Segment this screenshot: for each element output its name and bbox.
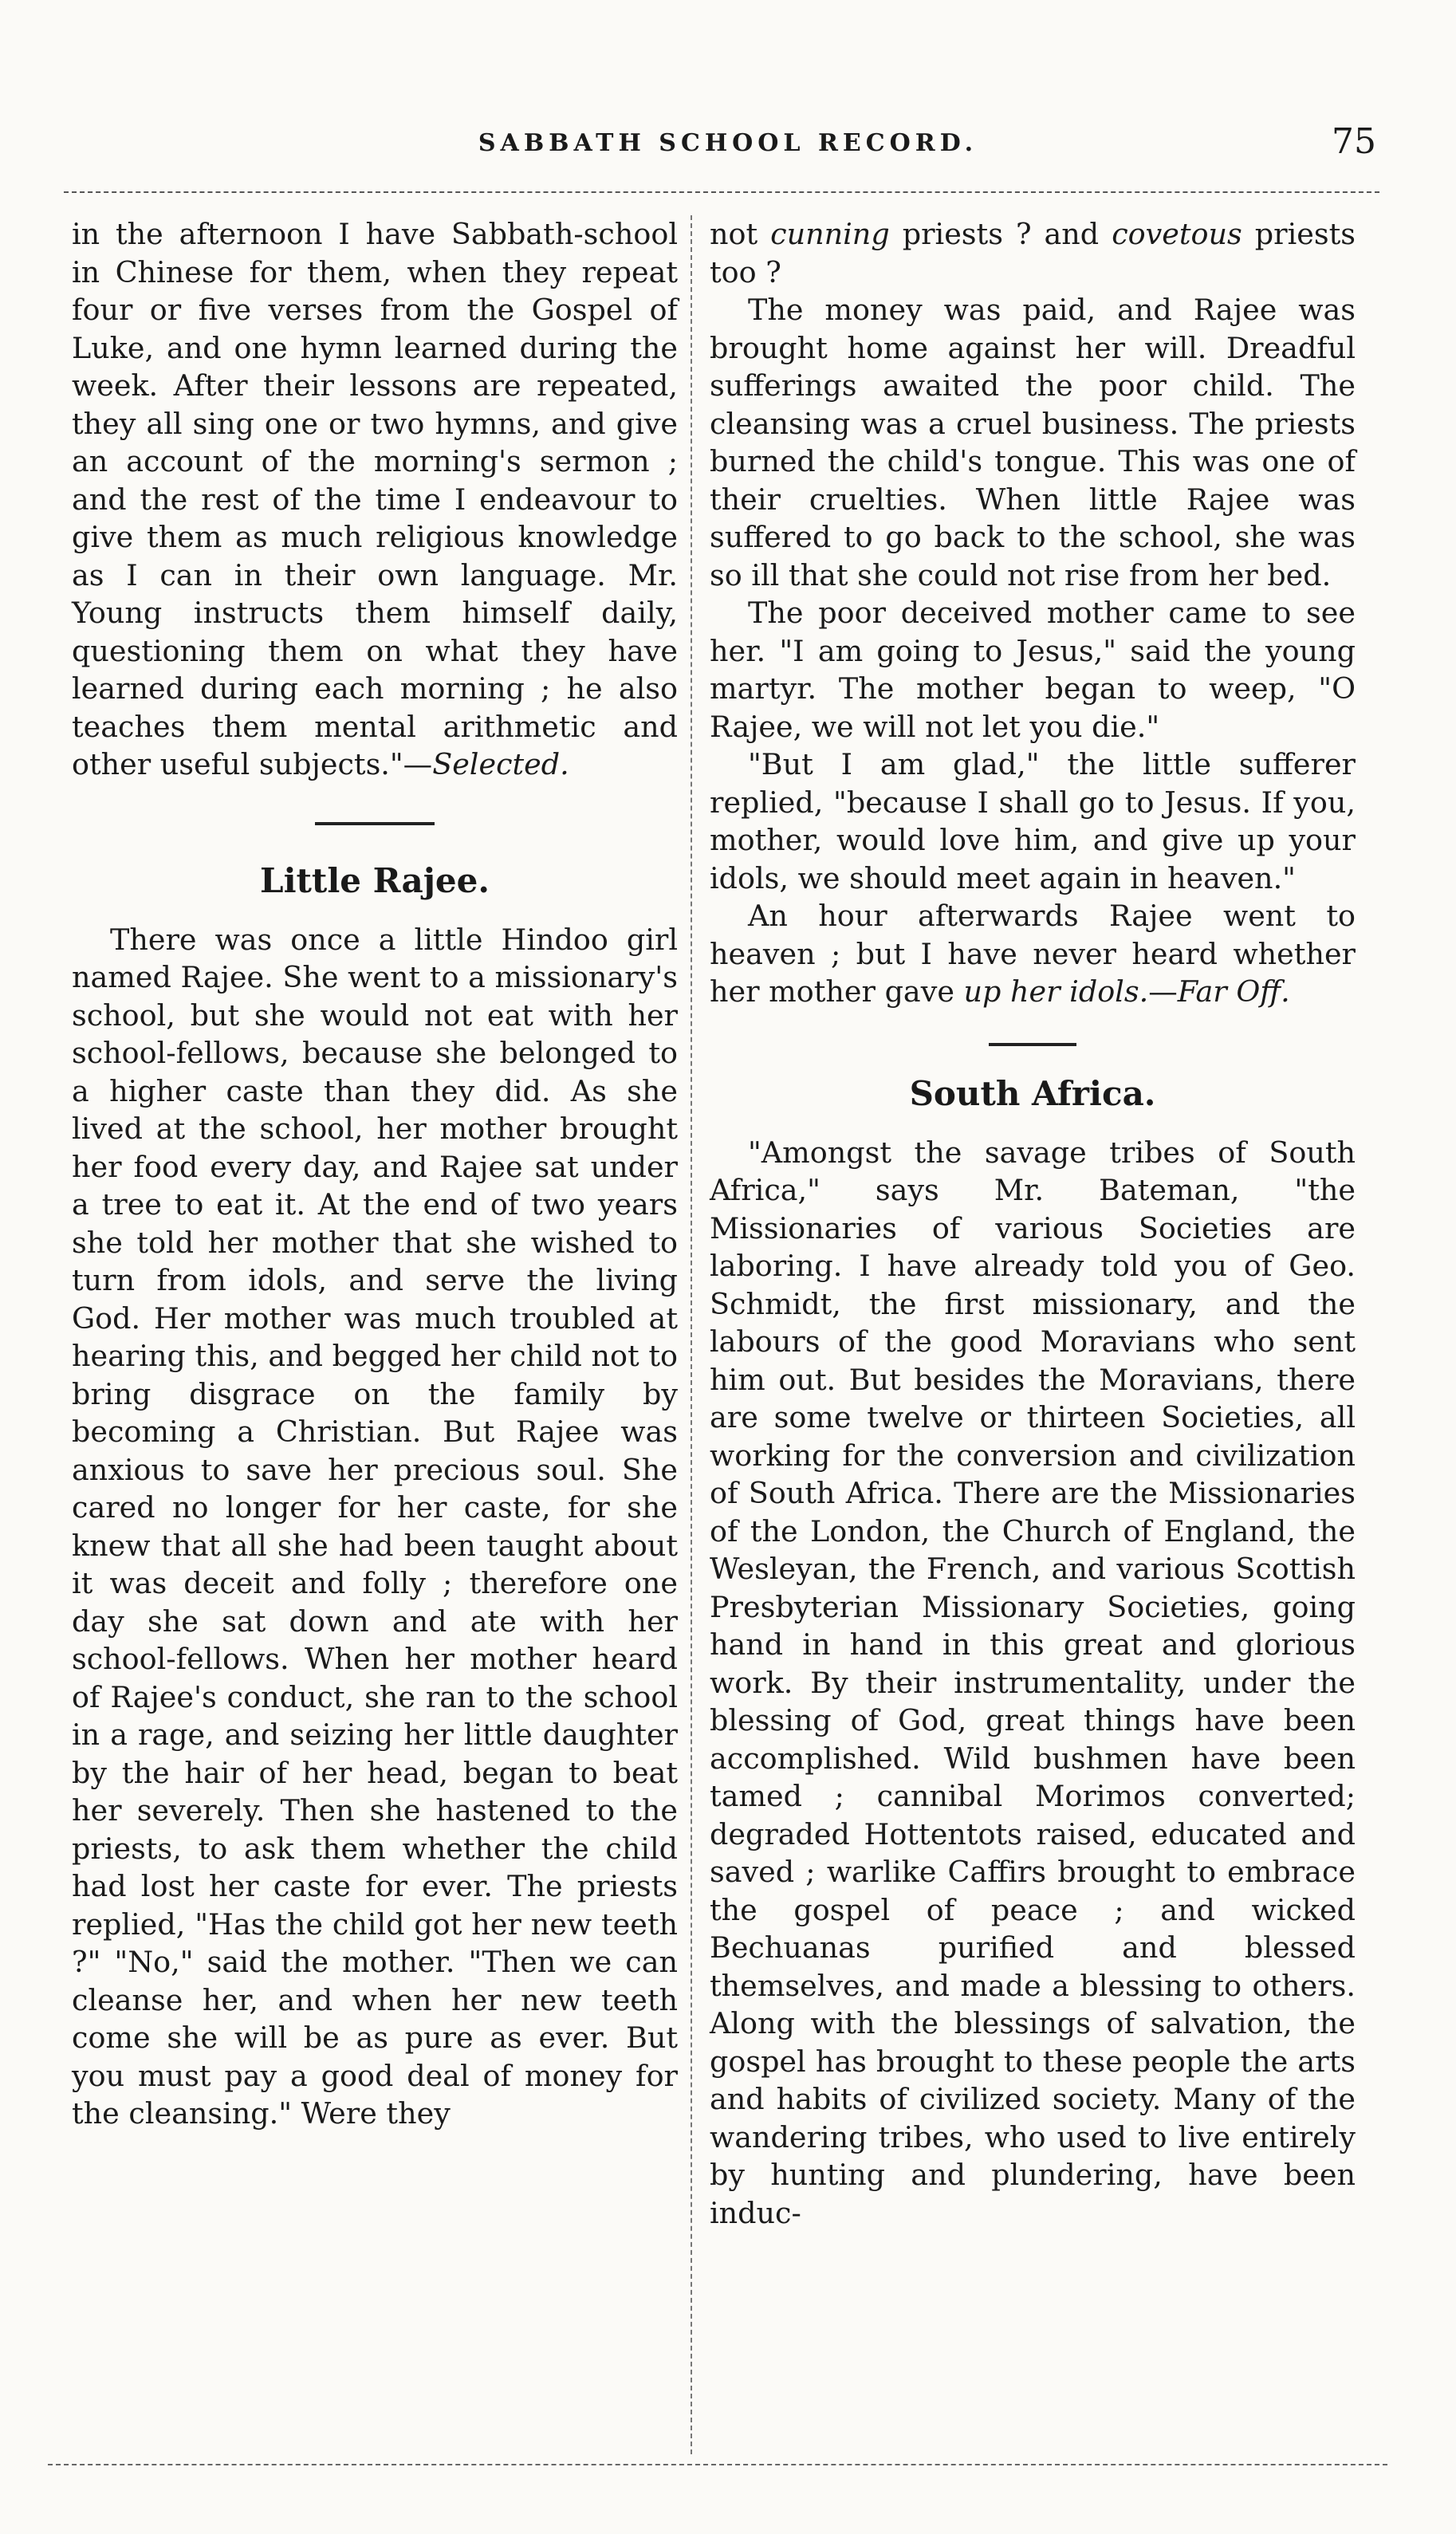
running-title: SABBATH SCHOOL RECORD.	[478, 129, 978, 157]
text-run: —	[1148, 974, 1178, 1009]
italic-run: cunning	[770, 217, 890, 251]
header-rule	[64, 191, 1379, 193]
continuation-source: Selected.	[432, 747, 569, 781]
text-run: An hour afterwards Rajee went to heaven ; but I have never heard whether her mother gave	[710, 899, 1356, 1009]
section-separator	[989, 1043, 1076, 1046]
text-run: not	[710, 217, 771, 251]
article-source: Far Off.	[1177, 974, 1290, 1009]
paragraph-continued	[710, 215, 1356, 291]
column-divider	[691, 215, 692, 2454]
paragraph	[710, 897, 1356, 1011]
article-title-little-rajee: Little Rajee.	[260, 860, 490, 900]
italic-run: up her idols.	[963, 974, 1149, 1009]
paragraph: "Amongst the savage tribes of South Africa," says Mr. Bateman, "the Missionaries of various Societies are laboring. I have already told you of Geo. Schmidt, the first missionary, and the labours of the good Moravians who sent him out. But besides the Moravians, there are some twelve or thirteen Societies, all working for the conversion and civilization of South Africa. There are the Missionaries of the London, the Church of England, the Wesleyan, the French, and various Scottish Presbyterian Missionary Societies, going hand in hand in this great and glorious work. By their instrumentality, under the blessing of God, great things have been accomplished. Wild bushmen have been tamed ; cannibal Morimos converted; degraded Hottentots raised, educated and saved ; warlike Caffirs brought to embrace the gospel of peace ; and wicked Bechuanas purified and blessed themselves, and made a blessing to others. Along with the blessings of salvation, the gospel has brought to these people the arts and habits of civilized society. Many of the wandering tribes, who used to live entirely by hunting and plundering, have been induc-	[710, 1135, 1356, 2230]
article-paragraph: There was once a little Hindoo girl named Rajee. She went to a missionary's school, but she would not eat with her school-fellows, because she belonged to a higher caste than they did. As she lived at the school, her mother brought her food every day, and Rajee sat under a tree to eat it. At the end of two years she told her mother that she wished to turn from idols, and serve the living God. Her mother was much troubled at hearing this, and begged her child not to bring disgrace on the family by becoming a Christian. But Rajee was anxious to save her precious soul. She cared no longer for her caste, for she knew that all she had been taught about it was deceit and folly ; therefore one day she sat down and ate with her school-fellows. When her mother heard of Rajee's conduct, she ran to the school in a rage, and seizing her little daughter by the hair of her head, began to beat her severely. Then she hastened to the priests, to ask them whether the child had lost her caste for ever. The priests replied, "Has the child got her new teeth ?" "No," said the mother. "Then we can cleanse her, and when her new teeth come she will be as pure as ever. But you must pay a good deal of money for the cleansing." Were they	[72, 922, 678, 2131]
text-run: priests too ?	[710, 217, 1356, 289]
italic-run: covetous	[1112, 217, 1242, 251]
left-column	[72, 215, 678, 2438]
paragraph: "But I am glad," the little sufferer replied, "because I shall go to Jesus. If you, mother, would love him, and give up your idols, we should meet again in heaven."	[710, 747, 1356, 895]
paragraph: The poor deceived mother came to see her. "I am going to Jesus," said the young martyr. The mother began to weep, "O Rajee, we will not let you die."	[710, 596, 1356, 744]
continuation-text: in the afternoon I have Sabbath-school in Chinese for them, when they repeat four or five verses from the Gospel of Luke, and one hymn learned during the week. After their lessons are repeated, they all sing one or two hymns, and give an account of the morning's sermon ; and the rest of the time I endeavour to give them as much religious knowledge as I can in their own language. Mr. Young instructs them himself daily, questioning them on what they have learned during each morning ; he also teaches them mental arithmetic and other useful subjects."—	[72, 217, 678, 781]
paragraph: The money was paid, and Rajee was brought home against her will. Dreadful sufferings awaited the poor child. The cleansing was a cruel business. The priests burned the child's tongue. This was one of their cruelties. When little Rajee was suffered to go back to the school, she was so ill that she could not rise from her bed.	[710, 293, 1356, 592]
continuation-paragraph	[72, 215, 678, 784]
footer-rule	[48, 2464, 1387, 2465]
page-number: 75	[1332, 121, 1376, 162]
page-header	[0, 120, 1456, 175]
right-column	[710, 215, 1356, 2438]
article-title-south-africa: South Africa.	[909, 1073, 1156, 1113]
text-run: priests ? and	[889, 217, 1112, 251]
section-separator	[315, 822, 435, 825]
